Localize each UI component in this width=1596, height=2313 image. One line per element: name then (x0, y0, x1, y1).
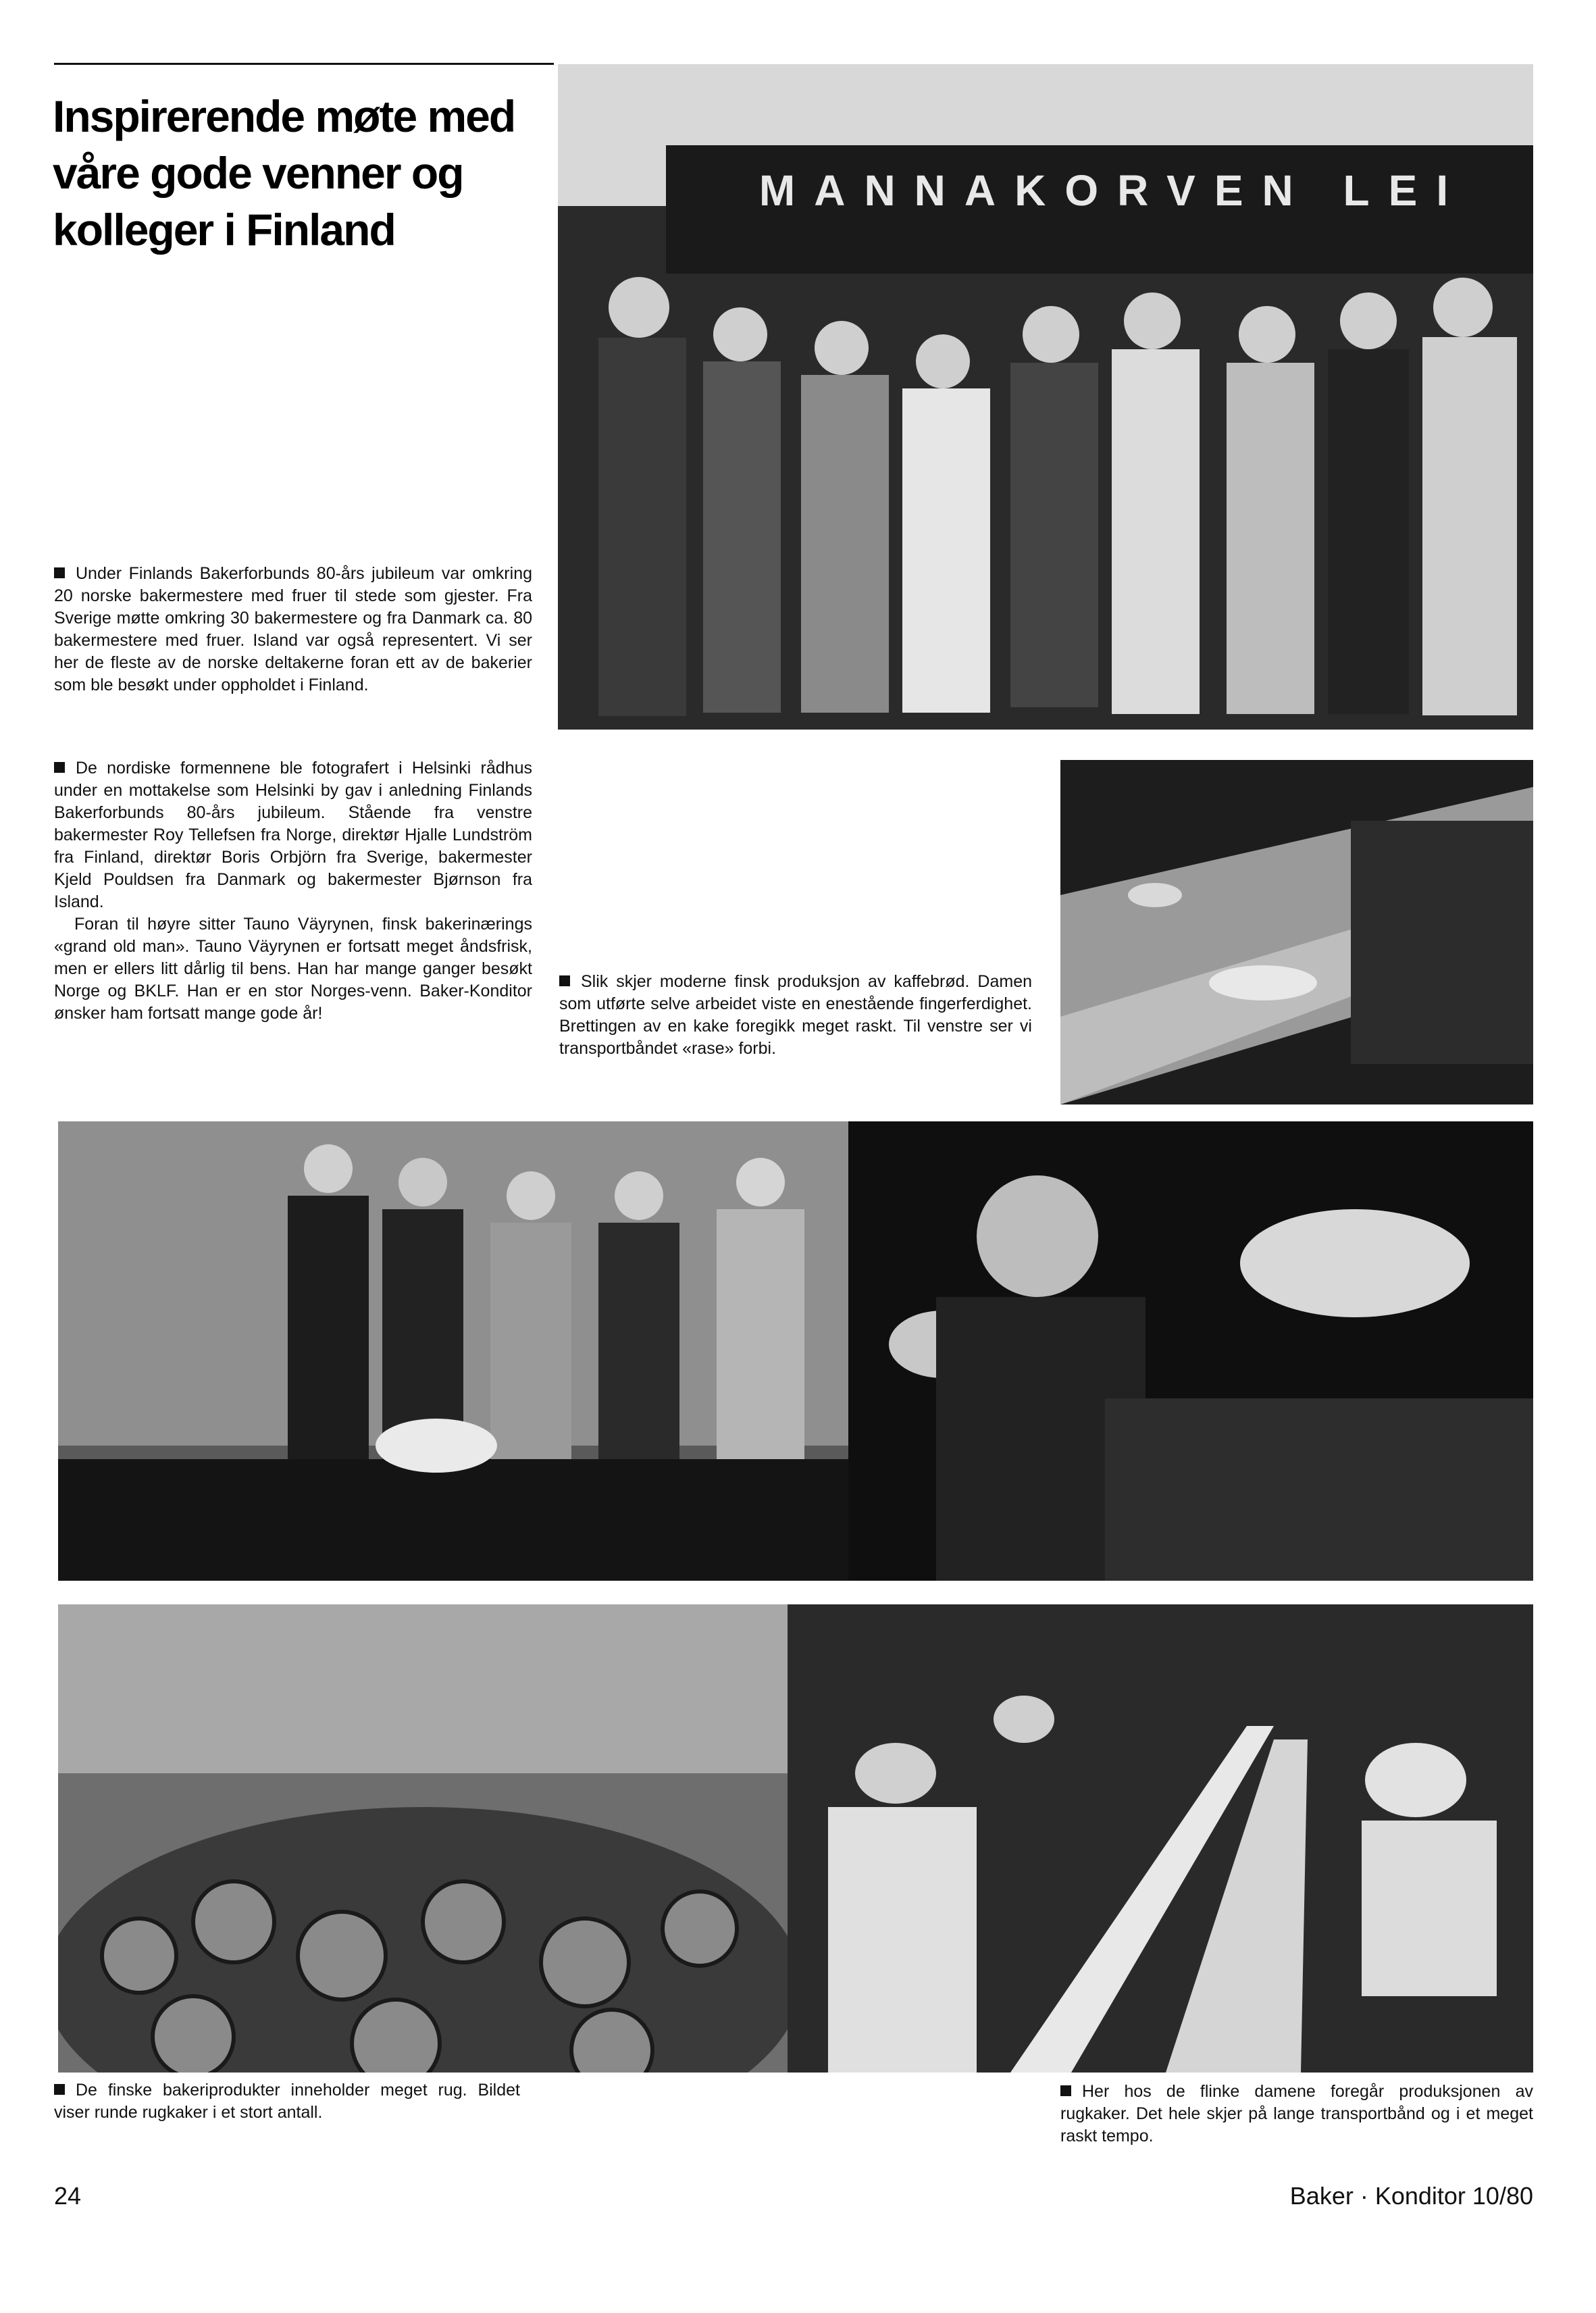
caption-group-photo-text: Under Finlands Bakerforbunds 80-års jubileum var omkring 20 norske bakermestere med fruer til stede som gjester. Fra Sverige møtte omkring 30 bakermestere og fra Danmark ca. 80 bakermestere med fruer. Island var også representert. Vi ser her de fleste av de norske deltakerne foran ett av de bakerier som ble besøkt under oppholdet i Finland. (54, 564, 532, 694)
header-rule (54, 63, 554, 65)
caption-production-women (1060, 2081, 1533, 2147)
bullet-marker (54, 2084, 65, 2095)
photo-production-line-women (788, 1604, 1533, 2073)
caption-coffee-bread (559, 971, 1032, 1060)
caption-nordic-leaders-p2: Foran til høyre sitter Tauno Väyrynen, finsk bakerinærings «grand old man». Tauno Väyrynen er fortsatt meget åndsfrisk, men er ellers litt dårlig til bens. Han har mange ganger besøkt Norge og BKLF. Han er en stor Norges-venn. Baker-Konditor ønsker ham fortsatt mange gode år! (54, 915, 532, 1023)
photo-tauno-vayrynen-seated (848, 1121, 1533, 1581)
photo-nordic-chairmen (58, 1121, 848, 1581)
bullet-marker (1060, 2085, 1071, 2096)
photo-rye-cakes (58, 1604, 788, 2073)
photo-coffee-bread-conveyor (1060, 760, 1533, 1104)
caption-group-photo (54, 563, 532, 696)
caption-rye-cakes (54, 2079, 520, 2124)
storefront-sign-text: MANNAKORVEN LEI (758, 166, 1468, 215)
caption-rye-cakes-text: De finske bakeriprodukter inneholder meget rug. Bildet viser runde rugkaker i et stort antall. (54, 2081, 520, 2122)
bullet-marker (559, 975, 570, 986)
bullet-marker (54, 762, 65, 773)
magazine-issue: Baker · Konditor 10/80 (1289, 2182, 1533, 2210)
caption-coffee-bread-text: Slik skjer moderne finsk produksjon av kaffebrød. Damen som utførte selve arbeidet viste en enestående fingerferdighet. Brettingen av en kake foregikk meget raskt. Til venstre ser vi transportbåndet «rase» forbi. (559, 972, 1032, 1058)
caption-nordic-leaders (54, 757, 532, 1025)
bullet-marker (54, 567, 65, 578)
caption-nordic-leaders-p1: De nordiske formennene ble fotografert i Helsinki rådhus under en mottakelse som Helsinki by gav i anledning Finlands Bakerforbunds 80-års jubileum. Stående fra venstre bakermester Roy Tellefsen fra Norge, direktør Hjalle Lundström fra Finland, direktør Boris Orbjörn fra Sverige, bakermester Kjeld Pouldsen fra Danmark og bakermester Bjørnson fra Island. (54, 759, 532, 911)
page-number: 24 (54, 2182, 82, 2210)
photo-group-bakery-visit (558, 64, 1533, 730)
caption-production-women-text: Her hos de flinke damene foregår produksjonen av rugkaker. Det hele skjer på lange transportbånd og i et meget raskt tempo. (1060, 2082, 1533, 2145)
article-headline: Inspirerende møte med våre gode venner og kolleger i Finland (53, 91, 515, 255)
